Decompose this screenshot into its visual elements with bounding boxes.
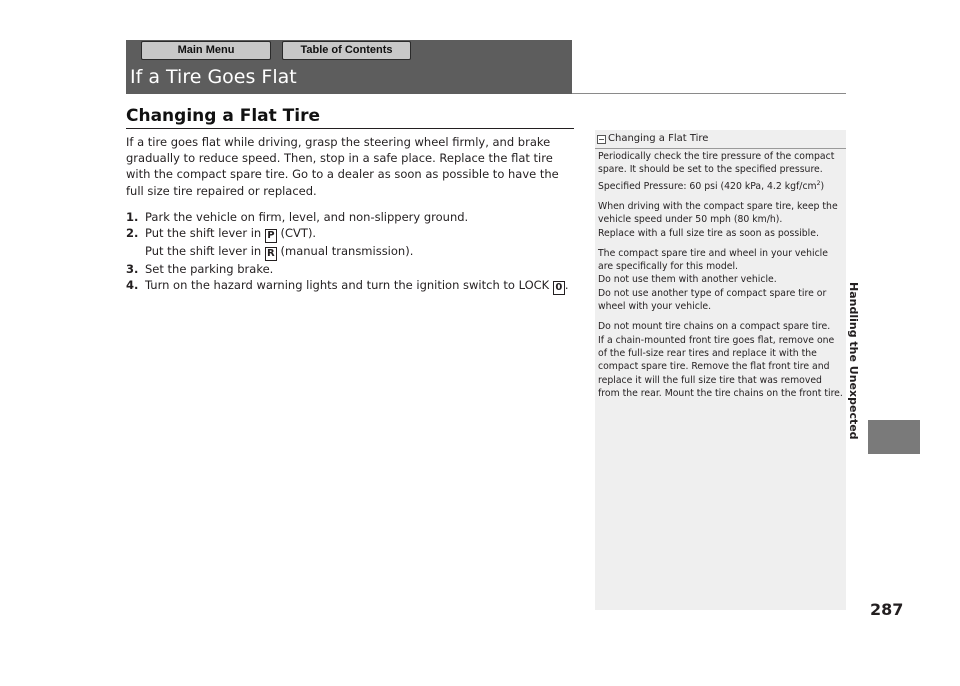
header-rule [572, 93, 846, 94]
shift-position-r-icon: R [265, 247, 277, 261]
sidebar-header [595, 130, 846, 149]
step-text: Put the shift lever in [145, 226, 265, 241]
step-text: Put the shift lever in [145, 244, 265, 259]
step-text: . [564, 278, 569, 293]
section-title: Changing a Flat Tire [126, 106, 321, 126]
sidebar-paragraph [598, 320, 844, 400]
sidebar-text: Specified Pressure: 60 psi (420 kPa, 4.2 kgf/cm [598, 180, 817, 192]
chapter-side-tab: Handling the Unexpected [847, 282, 860, 440]
step-number: 1. [126, 209, 139, 224]
sidebar-text: Do not use them with another vehicle. [598, 274, 777, 286]
steps-list [126, 209, 574, 295]
page-number: 287 [870, 600, 904, 619]
shift-position-p-icon: P [265, 229, 277, 243]
step-number: 4. [126, 278, 139, 293]
step-item [126, 261, 574, 277]
intro-paragraph: If a tire goes flat while driving, grasp the steering wheel firmly, and brake gradually to reduce speed. Then, stop in a safe place. Replace the flat tire with the compact spare tire. Go to a dealer as soon as possible to have the full size tire repaired or replaced. [126, 135, 559, 198]
step-number: 2. [126, 226, 139, 241]
sidebar-text: Do not mount tire chains on a compact spare tire. [598, 321, 831, 333]
chapter-tab-marker [868, 420, 920, 454]
note-icon [597, 135, 606, 144]
main-menu-button[interactable]: Main Menu [141, 41, 271, 60]
table-of-contents-button[interactable]: Table of Contents [282, 41, 411, 60]
sidebar-text: If a chain-mounted front tire goes flat, remove one of the full-size rear tires and replace it with the compact spare tire. Remove the flat front tire and replace it will the full size tire that was removed from the rear. Mount the tire chains on the front tire. [598, 334, 843, 399]
step-text: Park the vehicle on firm, level, and non-slippery ground. [145, 209, 469, 224]
sidebar-text: Do not use another type of compact spare tire or wheel with your vehicle. [598, 287, 827, 313]
ignition-lock-icon: 0 [553, 281, 565, 295]
sidebar-paragraph [598, 247, 844, 313]
sidebar-text: ) [820, 180, 825, 192]
step-text: (manual transmission). [276, 244, 414, 259]
step-item [126, 225, 574, 261]
step-number: 3. [126, 262, 139, 277]
chapter-title: If a Tire Goes Flat [130, 66, 297, 88]
superscript: 2 [816, 179, 821, 187]
step-text: Set the parking brake. [145, 262, 274, 277]
sidebar-text: The compact spare tire and wheel in your vehicle are specifically for this model. [598, 247, 828, 273]
sidebar-paragraph [598, 200, 844, 240]
sidebar-paragraph [598, 150, 844, 193]
main-content [126, 134, 574, 295]
sidebar-text: Periodically check the tire pressure of the compact spare. It should be set to the specified pressure. [598, 151, 835, 176]
section-divider [126, 128, 574, 129]
step-item [126, 209, 574, 225]
step-text: (CVT). [276, 226, 317, 241]
notes-sidebar [595, 130, 846, 610]
step-item [126, 277, 574, 295]
sidebar-title: Changing a Flat Tire [608, 133, 709, 144]
step-text: Turn on the hazard warning lights and turn the ignition switch to LOCK [145, 278, 553, 293]
sidebar-text: Replace with a full size tire as soon as possible. [598, 227, 819, 239]
sidebar-text: When driving with the compact spare tire, keep the vehicle speed under 50 mph (80 km/h). [598, 200, 838, 226]
sidebar-body [598, 150, 844, 407]
